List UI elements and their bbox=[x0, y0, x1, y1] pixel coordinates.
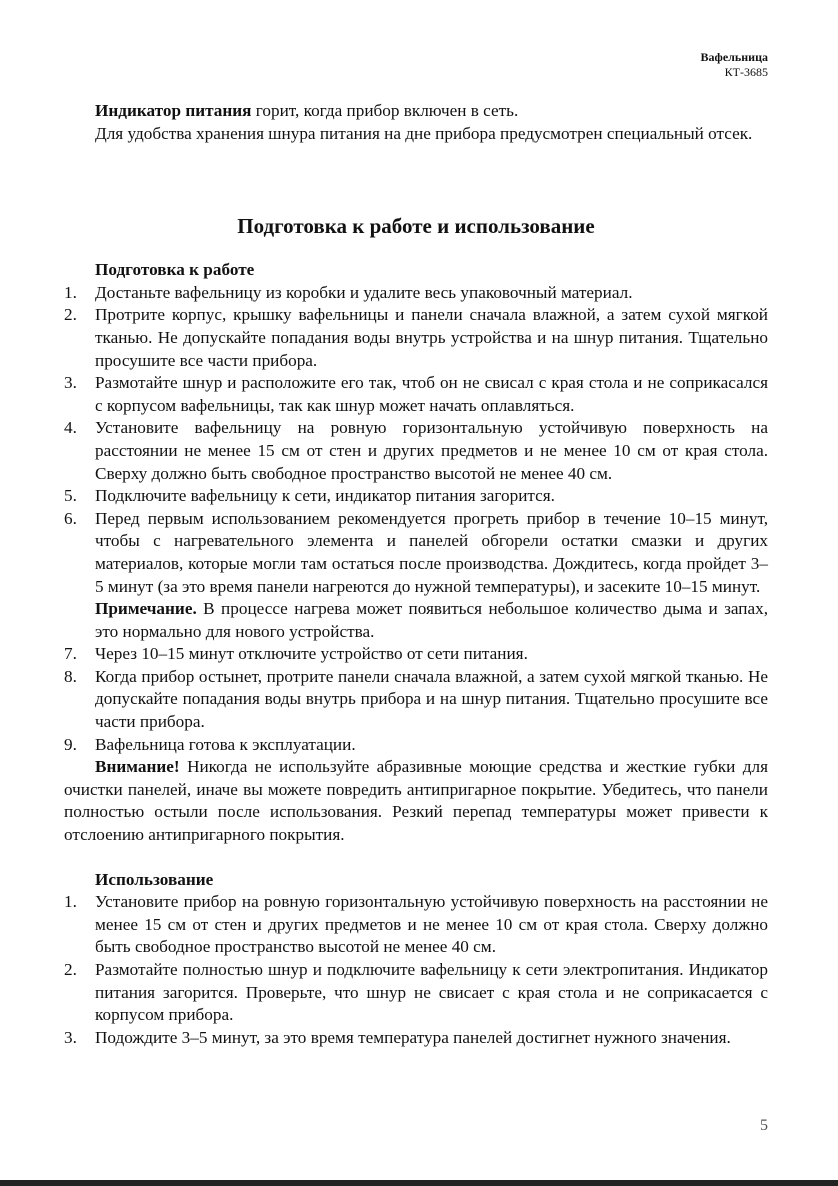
list-item: 2. Размотайте полностью шнур и подключите вафельницу к сети электропитания. Индикатор питания загорится. Проверьте, что шнур не свисает с края стола и не соприкасается с корпусом прибора. bbox=[64, 960, 768, 1025]
prep-list bbox=[64, 282, 768, 598]
list-item: 3. Размотайте шнур и расположите его так, чтоб он не свисал с края стола и не соприкасался с корпусом вафельницы, так как шнур может начать оплавляться. bbox=[64, 373, 768, 415]
intro-rest: горит, когда прибор включен в сеть. bbox=[251, 101, 519, 120]
usage-title: Использование bbox=[95, 869, 214, 889]
note-rest: В процессе нагрева может появиться небольшое количество дыма и запах, это нормально для нового устройства. bbox=[95, 599, 768, 641]
note-bold: Примечание. bbox=[95, 599, 197, 619]
warning-rest: Никогда не используйте абразивные моющие средства и жесткие губки для очистки панелей, иначе вы можете повредить антипригарное покрытие. Убедитесь, что панели полностью остыли после использования. Резкий перепад температуры может привести к отслоению антипригарного покрытия. bbox=[64, 757, 768, 845]
page-header bbox=[701, 50, 768, 80]
intro-paragraph-1 bbox=[64, 100, 768, 123]
intro-bold: Индикатор питания bbox=[95, 101, 252, 120]
prep-title: Подготовка к работе bbox=[95, 260, 255, 280]
header-model: Вафельница bbox=[700, 50, 768, 64]
header-code: КТ-3685 bbox=[724, 65, 768, 79]
prep-list-continued bbox=[64, 643, 768, 756]
list-item: 7. Через 10–15 минут отключите устройство от сети питания. bbox=[64, 644, 528, 664]
warning-bold: Внимание! bbox=[95, 757, 180, 777]
bottom-divider bbox=[0, 1180, 838, 1186]
warning-paragraph bbox=[64, 756, 768, 846]
list-item: 3. Подождите 3–5 минут, за это время температура панелей достигнет нужного значения. bbox=[64, 1027, 731, 1047]
list-item: 2. Протрите корпус, крышку вафельницы и панели сначала влажной, а затем сухой мягкой тканью. Не допускайте попадания воды внутрь устройства и на шнур питания. Тщательно просушите все части прибора. bbox=[64, 305, 768, 370]
intro-paragraph-2: Для удобства хранения шнура питания на дне прибора предусмотрен специальный отсек. bbox=[95, 123, 753, 143]
note-paragraph bbox=[64, 598, 768, 643]
page-content bbox=[64, 100, 768, 1049]
list-item: 4. Установите вафельницу на ровную горизонтальную устойчивую поверхность на расстоянии не менее 15 см от стен и других предметов и не менее 10 см от края стола. Сверху должно быть свободное пространство высотой не менее 40 см. bbox=[64, 418, 768, 483]
list-item: 5. Подключите вафельницу к сети, индикатор питания загорится. bbox=[64, 486, 555, 506]
usage-list bbox=[64, 891, 768, 1049]
list-item: 1. Установите прибор на ровную горизонтальную устойчивую поверхность на расстоянии не менее 15 см от стен и других предметов и не менее 10 см от края стола. Сверху должно быть свободное пространство высотой не менее 40 см. bbox=[64, 892, 768, 957]
page-number: 5 bbox=[760, 1117, 768, 1134]
list-item: 9. Вафельница готова к эксплуатации. bbox=[64, 734, 356, 754]
list-item: 1. Достаньте вафельницу из коробки и удалите весь упаковочный материал. bbox=[64, 282, 633, 302]
list-item: 6. Перед первым использованием рекомендуется прогреть прибор в течение 10–15 минут, чтобы с нагревательного элемента и панелей обгорели остатки смазки и других материалов, которые могли там остаться после производства. Дождитесь, когда пройдет 3–5 минут (за это время панели нагреются до нужной температуры), и засеките 10–15 минут. bbox=[64, 508, 768, 596]
section-title: Подготовка к работе и использование bbox=[237, 214, 595, 239]
list-item: 8. Когда прибор остынет, протрите панели сначала влажной, а затем сухой мягкой тканью. Не допускайте попадания воды внутрь прибора и на шнур питания. Тщательно просушите все части прибора. bbox=[64, 666, 768, 732]
